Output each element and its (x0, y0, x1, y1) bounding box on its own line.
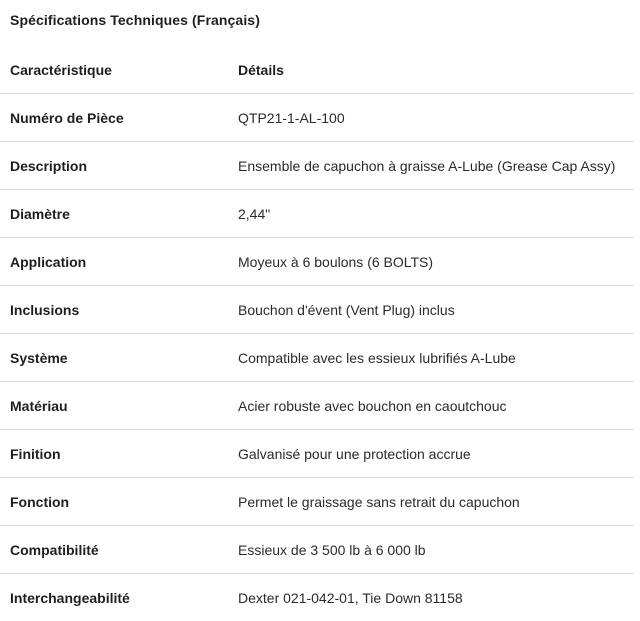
spec-table (0, 46, 634, 621)
row-label: Application (0, 238, 238, 286)
row-value: Compatible avec les essieux lubrifiés A-Lube (238, 334, 634, 382)
row-label: Matériau (0, 382, 238, 430)
table-row (0, 574, 634, 621)
row-label: Description (0, 142, 238, 190)
row-label: Interchangeabilité (0, 574, 238, 621)
column-header-details: Détails (238, 46, 634, 94)
column-header-characteristic: Caractéristique (0, 46, 238, 94)
row-value: Essieux de 3 500 lb à 6 000 lb (238, 526, 634, 574)
row-label: Inclusions (0, 286, 238, 334)
row-value: QTP21-1-AL-100 (238, 94, 634, 142)
row-label: Finition (0, 430, 238, 478)
table-header-row (0, 46, 634, 94)
row-label: Fonction (0, 478, 238, 526)
table-row (0, 334, 634, 382)
table-row (0, 142, 634, 190)
page-title: Spécifications Techniques (Français) (10, 10, 260, 30)
row-value: Dexter 021-042-01, Tie Down 81158 (238, 574, 634, 621)
row-value: Bouchon d'évent (Vent Plug) inclus (238, 286, 634, 334)
row-value: Permet le graissage sans retrait du capuchon (238, 478, 634, 526)
table-row (0, 478, 634, 526)
table-row (0, 382, 634, 430)
row-label: Numéro de Pièce (0, 94, 238, 142)
row-label: Compatibilité (0, 526, 238, 574)
table-row (0, 430, 634, 478)
row-value: Ensemble de capuchon à graisse A-Lube (Grease Cap Assy) (238, 142, 634, 190)
table-row (0, 286, 634, 334)
table-row (0, 238, 634, 286)
row-value: 2,44" (238, 190, 634, 238)
row-value: Acier robuste avec bouchon en caoutchouc (238, 382, 634, 430)
row-label: Diamètre (0, 190, 238, 238)
table-row (0, 190, 634, 238)
row-value: Galvanisé pour une protection accrue (238, 430, 634, 478)
row-value: Moyeux à 6 boulons (6 BOLTS) (238, 238, 634, 286)
table-row (0, 94, 634, 142)
table-row (0, 526, 634, 574)
row-label: Système (0, 334, 238, 382)
